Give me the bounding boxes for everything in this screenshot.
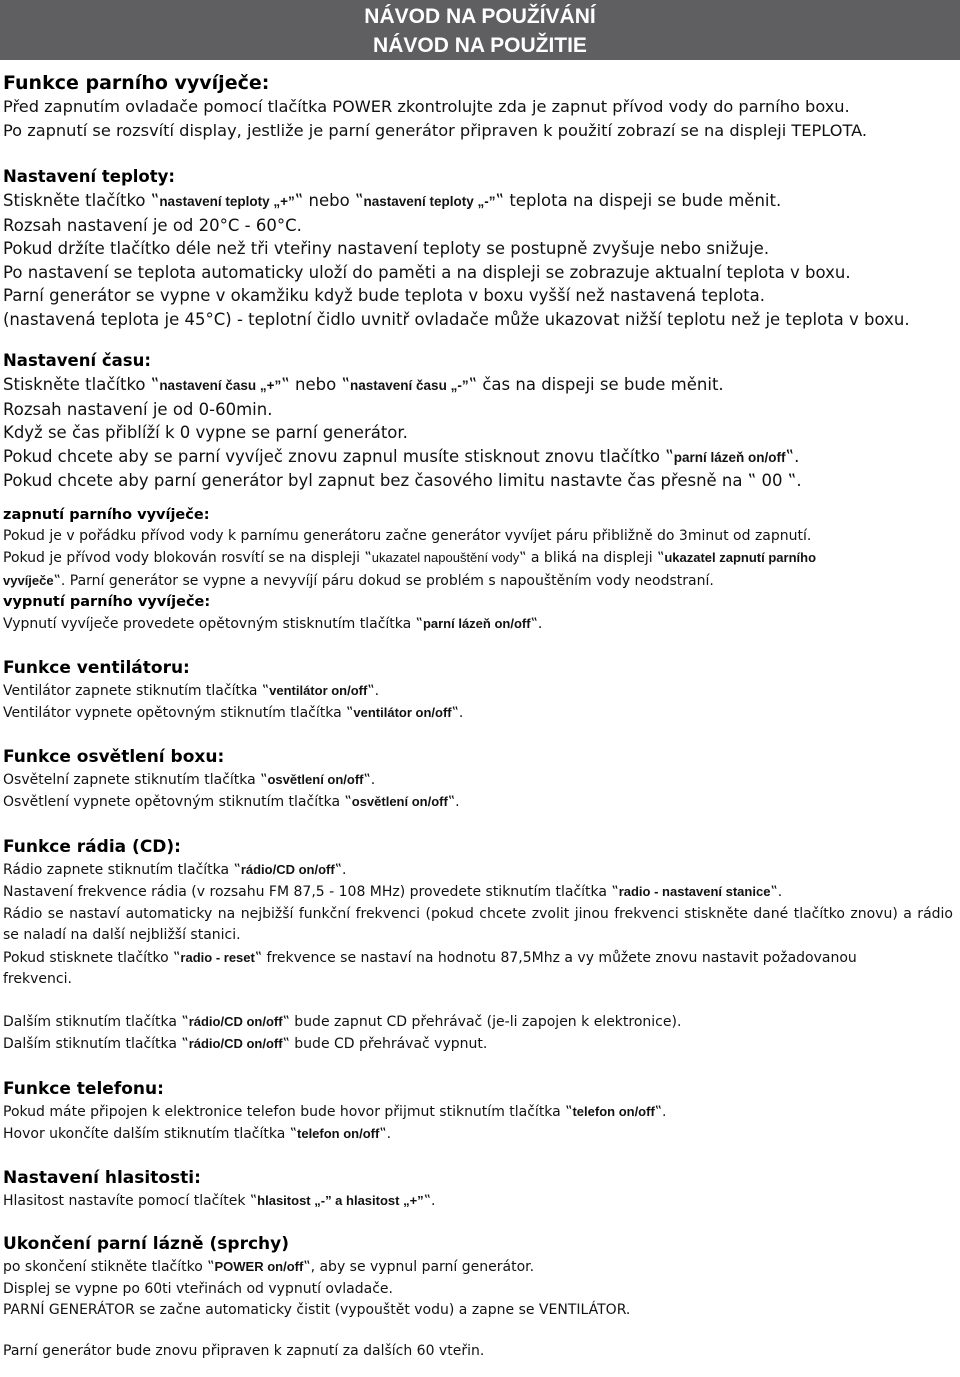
section-time <box>3 349 957 493</box>
text-span: Pokud máte připojen k elektronice telefon bude hovor přijmut stiknutím tlačítka ‟ <box>3 1103 573 1120</box>
text-line <box>3 445 957 470</box>
text-span: ‟. <box>334 861 347 878</box>
text-line <box>3 1101 957 1124</box>
section-steam-off <box>3 592 957 636</box>
text-line <box>3 1033 957 1056</box>
text-line <box>3 1011 957 1034</box>
text-line <box>3 1190 957 1213</box>
text-line <box>3 859 957 882</box>
section-title: Funkce ventilátoru: <box>3 657 190 678</box>
fan-button-label: ventilátor on/off <box>269 682 368 698</box>
fan-button-label: ventilátor on/off <box>353 705 452 720</box>
section-title: zapnutí parního vyvíječe: <box>3 506 210 523</box>
section-steam <box>3 71 957 143</box>
text-line: (nastavená teplota je 45°C) - teplotní čidlo uvnitř ovladače může ukazovat nižší teplotu než je teplota v boxu. <box>3 309 910 329</box>
text-span: Osvětlení vypnete opětovným stiknutím tlačítka ‟ <box>3 794 352 810</box>
light-button-label: osvětlení on/off <box>267 771 364 787</box>
text-line <box>3 947 957 970</box>
section-light <box>3 745 957 814</box>
text-line: Displej se vypne po 60ti vteřinách od vypnutí ovladače. <box>3 1280 393 1297</box>
text-span: Pokud chcete aby se parní vyvíječ znovu zapnul musíte stisknout znovu tlačítko ‟ <box>3 446 674 466</box>
section-title: Ukončení parní lázně (sprchy) <box>3 1234 289 1254</box>
text-span: ‟. <box>530 616 543 632</box>
text-span: ‟ čas na dispeji se bude měnit. <box>468 375 724 394</box>
section-steam-on <box>3 504 957 593</box>
text-span: ‟ frekvence se nastaví na hodnotu 87,5Mhz a vy můžete znovu nastavit požadovanou <box>254 949 857 966</box>
text-span: ‟ nebo ‟ <box>294 191 364 210</box>
text-line: Po nastavení se teplota automaticky uloží do paměti a na displeji se zobrazuje aktualní teplota v boxu. <box>3 262 851 282</box>
text-line <box>3 547 957 570</box>
text-line: PARNÍ GENERÁTOR se začne automaticky čistit (vypouštět vodu) a zapne se VENTILÁTOR. <box>3 1302 631 1318</box>
text-span: Pokud stisknete tlačítko ‟ <box>3 949 181 966</box>
section-title: Nastavení času: <box>3 351 151 370</box>
text-line: Když se čas přiblíží k 0 vypne se parní generátor. <box>3 423 408 442</box>
text-span: Hlasitost nastavíte pomocí tlačítek ‟ <box>3 1192 258 1209</box>
text-line: Parní generátor se vypne v okamžiku když bude teplota v boxu vyšší než nastavená teplota. <box>3 286 765 305</box>
section-title: vypnutí parního vyvíječe: <box>3 594 211 610</box>
text-line: Pokud chcete aby parní generátor byl zapnut bez časového limitu nastavte čas přesně na ‟ 00 ‟. <box>3 471 802 490</box>
text-span: ‟. <box>363 771 376 788</box>
text-line <box>3 791 957 814</box>
text-line: Rozsah nastavení je od 20°C - 60°C. <box>3 215 302 235</box>
volume-buttons-label: hlasitost „-” a hlasitost „+” <box>257 1192 424 1208</box>
section-title: Funkce parního vyvíječe: <box>3 72 270 94</box>
section-temperature <box>3 165 957 331</box>
text-span: ‟ nebo ‟ <box>281 375 351 394</box>
text-line: Před zapnutím ovladače pomocí tlačítka POWER zkontrolujte zda je zapnut přívod vody do parního boxu. <box>3 97 850 116</box>
section-fan <box>3 656 957 725</box>
text-span: Stiskněte tlačítko ‟ <box>3 191 160 210</box>
time-plus-button-label: nastavení času „+” <box>159 378 282 393</box>
text-span: Dalším stiknutím tlačítka ‟ <box>3 1013 189 1030</box>
text-span: Ventilátor zapnete stiknutím tlačítka ‟ <box>3 682 270 699</box>
text-span: ‟. <box>447 794 460 810</box>
page-header <box>0 0 960 60</box>
section-volume <box>3 1166 957 1213</box>
text-line <box>3 1256 957 1279</box>
text-span: ‟. <box>451 705 464 721</box>
text-line <box>3 189 957 214</box>
section-end <box>3 1232 957 1362</box>
text-span: Ventilátor vypnete opětovným stiknutím tlačítka ‟ <box>3 705 354 721</box>
text-line <box>3 702 957 725</box>
temp-plus-button-label: nastavení teploty „+” <box>159 194 295 209</box>
section-title: Funkce osvětlení boxu: <box>3 746 225 767</box>
text-span: Hovor ukončíte dalším stiknutím tlačítka ‟ <box>3 1126 298 1142</box>
section-title: Nastavení hlasitosti: <box>3 1167 201 1188</box>
water-indicator-label: ukazatel napouštění vody <box>371 550 520 565</box>
header-title-sk: NÁVOD NA POUŽITIE <box>373 34 587 57</box>
text-span: ‟ bude zapnut CD přehrávač (je-li zapojen k elektronice). <box>282 1013 682 1030</box>
text-span: Pokud je přívod vody blokován rosvítí se na displeji ‟ <box>3 550 372 566</box>
section-title: Nastavení teploty: <box>3 167 176 186</box>
text-span: Nastavení frekvence rádia (v rozsahu FM 87,5 - 108 MHz) provedete stiknutím tlačítka ‟ <box>3 884 619 900</box>
text-line <box>3 570 957 593</box>
text-span: po skončení stikněte tlačítko ‟ <box>3 1259 215 1275</box>
text-line <box>3 680 957 703</box>
text-line <box>3 373 957 398</box>
text-span: Stiskněte tlačítko ‟ <box>3 375 160 394</box>
text-line: frekvenci. <box>3 971 72 987</box>
text-span: ‟ bude CD přehrávač vypnut. <box>282 1036 488 1052</box>
manual-content <box>3 60 957 1362</box>
temp-minus-button-label: nastavení teploty „-” <box>363 194 496 209</box>
radio-cd-button-label: rádio/CD on/off <box>188 1013 283 1029</box>
text-line: Parní generátor bude znovu připraven k zapnutí za dalších 60 vteřin. <box>3 1342 485 1359</box>
text-paragraph: Rádio se nastaví automaticky na nejbižší funkční frekvenci (pokud chcete zvolit jinou frekvenci stiskněte dané tlačítko znovu) a rádio se naladí na další nejbližší stanici. <box>3 905 953 943</box>
light-button-label: osvětlení on/off <box>351 794 448 809</box>
text-line: Pokud držíte tlačítko déle než tři vteřiny nastavení teploty se postupně zvyšuje nebo snižuje. <box>3 239 770 258</box>
text-line <box>3 1123 957 1146</box>
text-line: Pokud je v pořádku přívod vody k parnímu generátoru začne generátor vyvíjet páru přibližně do 3minut od zapnutí. <box>3 527 812 544</box>
text-span: ‟ a bliká na displeji ‟ <box>519 550 665 566</box>
phone-button-label: telefon on/off <box>297 1126 380 1141</box>
steam-bath-button-label: parní lázeň on/off <box>422 616 531 631</box>
text-line: Rozsah nastavení je od 0-60min. <box>3 399 273 419</box>
text-span: ‟, aby se vypnul parní generátor. <box>303 1259 535 1275</box>
text-line <box>3 613 957 636</box>
power-button-label: POWER on/off <box>214 1259 304 1274</box>
phone-button-label: telefon on/off <box>572 1103 655 1119</box>
section-phone <box>3 1077 957 1146</box>
radio-reset-button-label: radio - reset <box>180 949 255 965</box>
radio-cd-button-label: rádio/CD on/off <box>188 1036 283 1051</box>
text-span: ‟. <box>367 682 380 699</box>
radio-tune-button-label: radio - nastavení stanice <box>618 884 771 899</box>
header-title-cz: NÁVOD NA POUŽÍVÁNÍ <box>364 5 596 28</box>
time-minus-button-label: nastavení času „-” <box>350 378 469 393</box>
steam-indicator-label-cont: vyvíječe <box>3 572 54 588</box>
text-line: Po zapnutí se rozsvítí display, jestliže je parní generátor připraven k použití zobrazí se na displeji TEPLOTA. <box>3 121 868 140</box>
text-span: ‟ teplota na dispeji se bude měnit. <box>495 191 782 210</box>
text-span: Dalším stiknutím tlačítka ‟ <box>3 1036 189 1052</box>
text-span: ‟. <box>423 1192 436 1209</box>
text-span: ‟. <box>379 1126 392 1142</box>
section-radio <box>3 835 957 1056</box>
radio-cd-button-label: rádio/CD on/off <box>240 861 335 877</box>
steam-bath-button-label: parní lázeň on/off <box>673 449 786 465</box>
text-span: Vypnutí vyvíječe provedete opětovným stisknutím tlačítka ‟ <box>3 616 423 632</box>
section-title: Funkce telefonu: <box>3 1078 164 1099</box>
text-span: ‟. Parní generátor se vypne a nevyvíjí páru dokud se problém s napouštěním vody neodstraní. <box>53 572 714 589</box>
steam-indicator-label: ukazatel zapnutí parního <box>664 550 817 565</box>
text-line <box>3 881 957 904</box>
text-span: Rádio zapnete stiknutím tlačítka ‟ <box>3 861 241 878</box>
text-span: ‟. <box>770 884 783 900</box>
text-span: ‟. <box>785 446 800 466</box>
text-span: ‟. <box>654 1103 667 1120</box>
text-line <box>3 769 957 792</box>
section-title: Funkce rádia (CD): <box>3 836 181 857</box>
text-span: Osvětelní zapnete stiknutím tlačítka ‟ <box>3 771 268 788</box>
